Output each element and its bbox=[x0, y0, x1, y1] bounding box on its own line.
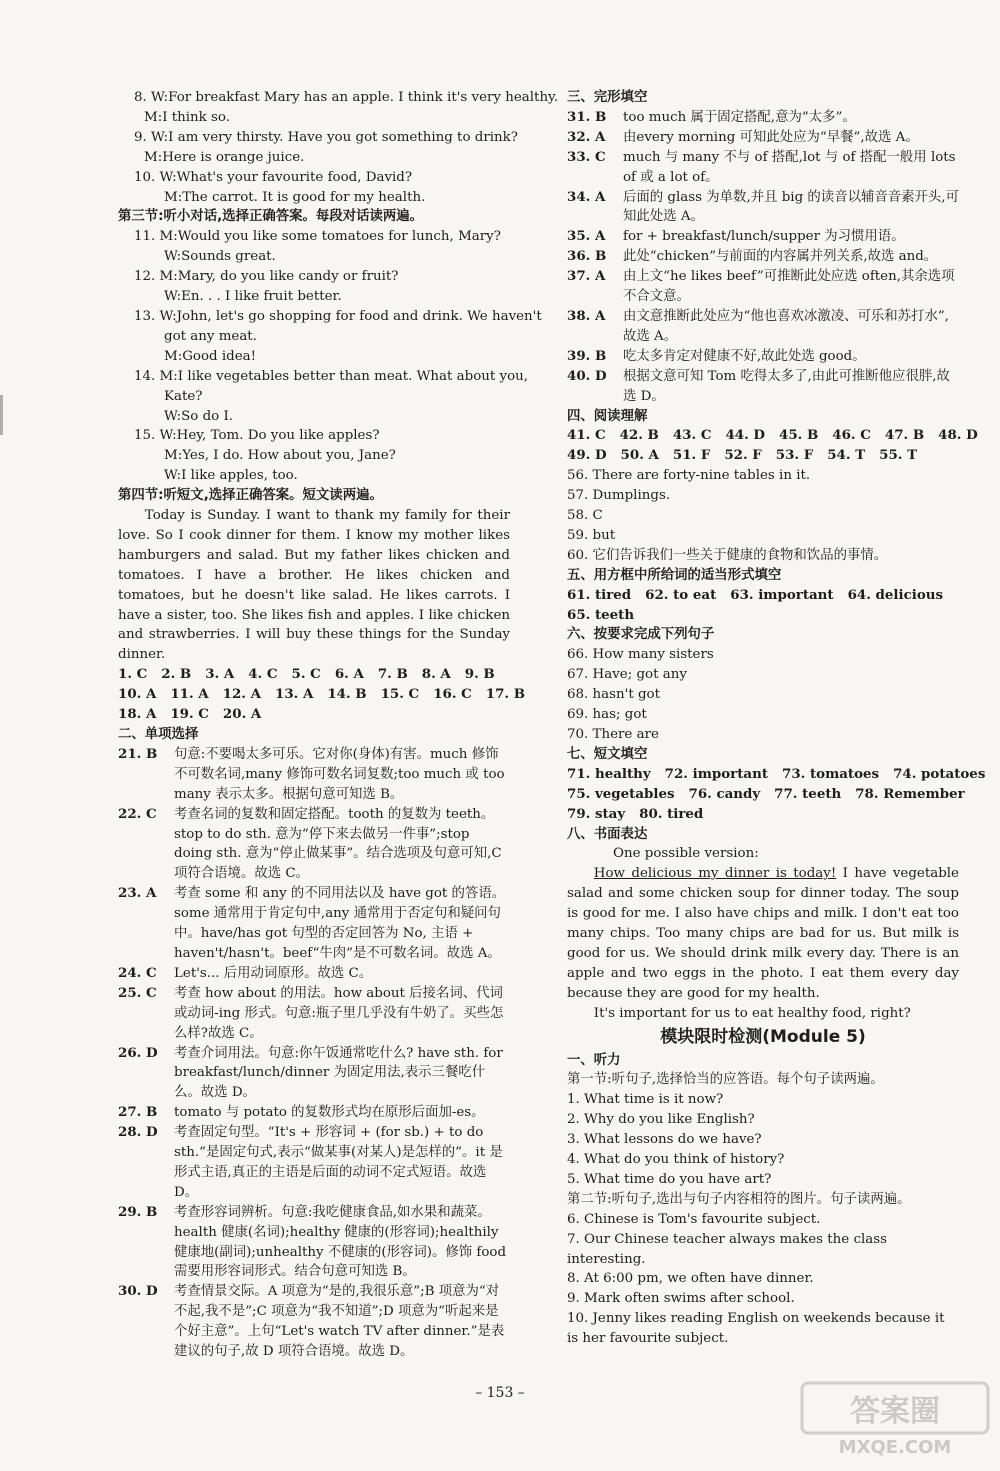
answer-explanation: 由上文“he likes beef”可推断此处应选 often,其余选项不合文意。 bbox=[623, 269, 955, 305]
answer-explanation: 考查固定句型。“It's + 形容词 + (for sb.) + to do sth.”是固定句式,表示“做某事(对某人)是怎样的”。it 是形式主语,真正的主语是后面的动词不定式短语。故选 D。 bbox=[174, 1125, 503, 1200]
answer-number: 38. A bbox=[567, 307, 606, 324]
writing-intro: One possible version: bbox=[613, 846, 759, 862]
answer-line: 68. hasn't got bbox=[567, 687, 660, 703]
answer-item bbox=[118, 1282, 510, 1362]
dialog-line: 13. W:John, let's go shopping for food and drink. We haven't bbox=[134, 308, 542, 324]
answer-item bbox=[118, 884, 510, 964]
right-column bbox=[567, 88, 986, 1349]
listening-answers bbox=[118, 665, 526, 725]
writing-sample bbox=[567, 864, 959, 1003]
answer-item bbox=[118, 1103, 510, 1123]
answer-row: 71. healthy 72. important 73. tomatoes 74. potatoes bbox=[567, 765, 986, 782]
module5-sec1-lines bbox=[567, 1090, 959, 1190]
answer-number: 26. D bbox=[118, 1044, 158, 1061]
listening-sentence: 7. Our Chinese teacher always makes the class interesting. bbox=[567, 1231, 887, 1267]
writing-body: I have vegetable salad and some chicken soup for dinner today. The soup is good for me. I also have chips and milk. I don't eat too many chips. Too many chips are bad for us. But milk is good for us. We should drink milk every day. There is an apple and two eggs in the photo. I eat them every day because they are good for my health. bbox=[567, 866, 959, 1001]
dialog-line: 11. M:Would you like some tomatoes for lunch, Mary? bbox=[134, 229, 501, 245]
listening-sentence: 2. Why do you like English? bbox=[567, 1112, 755, 1128]
listening-sentence: 5. What time do you have art? bbox=[567, 1171, 772, 1187]
answer-number: 37. A bbox=[567, 268, 606, 285]
answer-explanation: 后面的 glass 为单数,并且 big 的读音以辅音音素开头,可知此处选 A。 bbox=[623, 189, 959, 225]
answer-number: 24. C bbox=[118, 964, 157, 981]
answer-line: 59. but bbox=[567, 527, 616, 543]
answer-explanation: Let's... 后用动词原形。故选 C。 bbox=[174, 965, 373, 981]
answer-line: 57. Dumplings. bbox=[567, 488, 671, 504]
answer-number: 23. A bbox=[118, 885, 157, 902]
answer-number: 33. C bbox=[567, 148, 606, 165]
section4-title: 第四节:听短文,选择正确答案。短文读两遍。 bbox=[118, 488, 383, 504]
answer-item bbox=[567, 128, 959, 148]
answer-number: 36. B bbox=[567, 248, 607, 265]
part7-title: 七、短文填空 bbox=[567, 746, 648, 762]
answer-number: 40. D bbox=[567, 367, 607, 384]
answer-explanation: 考查 some 和 any 的不同用法以及 have got 的答语。some 通常用于肯定句中,any 通常用于否定句和疑问句中。have/has got 句型的否定回答为 No, 主语 + haven't/hasn't。beef“牛肉”是不可数名词。故选 A。 bbox=[174, 886, 506, 961]
answer-number: 29. B bbox=[118, 1203, 158, 1220]
svg-text:MXQE.COM: MXQE.COM bbox=[838, 1437, 952, 1458]
answer-number: 21. B bbox=[118, 745, 158, 762]
answer-explanation: 考查情景交际。A 项意为“是的,我很乐意”;B 项意为“对不起,我不是”;C 项意为“我不知道”;D 项意为“听起来是个好主意”。上句“Let's watch TV after dinner.”是表建议的句子,故 D 项符合语境。故选 D。 bbox=[174, 1284, 505, 1360]
answer-row: 18. A 19. C 20. A bbox=[118, 706, 262, 723]
left-column bbox=[118, 88, 559, 1362]
part4-choice-answers bbox=[567, 426, 978, 466]
answer-item bbox=[567, 188, 959, 228]
listening-sentence: 4. What do you think of history? bbox=[567, 1152, 785, 1168]
module5-sec2-lines bbox=[567, 1210, 959, 1349]
answer-number: 31. B bbox=[567, 108, 607, 125]
writing-ending: It's important for us to eat healthy food, right? bbox=[593, 1005, 911, 1021]
answer-item bbox=[118, 1044, 510, 1104]
answer-explanation: 考查 how about 的用法。how about 后接名词、代词或动词-ing 形式。句意:瓶子里几乎没有牛奶了。买些怎么样?故选 C。 bbox=[174, 985, 504, 1041]
listening-dialogs-part3 bbox=[118, 227, 542, 486]
answer-explanation: 句意:不要喝太多可乐。它对你(身体)有害。much 修饰不可数名词,many 修饰可数名词复数;too much 或 too many 表示太多。根据句意可知选 B。 bbox=[174, 746, 505, 802]
listening-sentence: 8. At 6:00 pm, we often have dinner. bbox=[567, 1271, 814, 1287]
answer-number: 32. A bbox=[567, 128, 606, 145]
module5-sec2-title: 第二节:听句子,选出与句子内容相符的图片。句子读两遍。 bbox=[567, 1191, 911, 1207]
dialog-line: M:Yes, I do. How about you, Jane? bbox=[164, 448, 396, 464]
answer-explanation: 此处“chicken”与前面的内容属并列关系,故选 and。 bbox=[623, 249, 938, 265]
answer-line: 60. 它们告诉我们一些关于健康的食物和饮品的事情。 bbox=[567, 547, 888, 563]
answer-line: 70. There are bbox=[567, 727, 659, 742]
answer-row: 65. teeth bbox=[567, 606, 635, 623]
answer-explanation: much 与 many 不与 of 搭配,lot 与 of 搭配一般用 lots of 或 a lot of。 bbox=[623, 149, 956, 185]
section3-title: 第三节:听小对话,选择正确答案。每段对话读两遍。 bbox=[118, 209, 424, 225]
listening-sentence: 6. Chinese is Tom's favourite subject. bbox=[567, 1211, 821, 1227]
answer-explanation: 由文意推断此处应为“他也喜欢冰激凌、可乐和苏打水”,故选 A。 bbox=[623, 308, 949, 344]
section4-passage: Today is Sunday. I want to thank my family for their love. So I cook dinner for them. I know my mother likes hamburgers and salad. But my father likes chicken and tomatoes. I have a brother. He likes chicken and tomatoes, but he doesn't like salad. He likes carrots. I have a sister, too. She likes fish and apples. I like chicken and strawberries. I will buy these things for the Sunday dinner. bbox=[118, 508, 510, 663]
answer-item bbox=[567, 247, 959, 267]
answer-number: 22. C bbox=[118, 805, 157, 822]
part4-open-answers bbox=[567, 466, 959, 566]
answer-item bbox=[118, 964, 510, 984]
answer-explanation: too much 属于固定搭配,意为“太多”。 bbox=[623, 109, 856, 125]
answer-explanation: for + breakfast/lunch/supper 为习惯用语。 bbox=[623, 229, 905, 245]
answer-number: 30. D bbox=[118, 1283, 158, 1300]
answer-explanation: 根据文意可知 Tom 吃得太多了,由此可推断他应很胖,故选 D。 bbox=[623, 368, 950, 404]
dialog-line: 14. M:I like vegetables better than meat. What about you, bbox=[134, 368, 529, 384]
answer-explanation: tomato 与 potato 的复数形式均在原形后面加-es。 bbox=[174, 1105, 485, 1121]
answer-item bbox=[118, 805, 510, 885]
answer-row: 41. C 42. B 43. C 44. D 45. B 46. C 47. B 48. D bbox=[567, 427, 978, 444]
part7-answers bbox=[567, 765, 986, 825]
listening-sentence: 9. Mark often swims after school. bbox=[567, 1291, 795, 1307]
dialog-line: M:Good idea! bbox=[164, 348, 257, 364]
answer-item bbox=[567, 267, 959, 307]
part3-answers bbox=[567, 108, 959, 407]
answer-row: 10. A 11. A 12. A 13. A 14. B 15. C 16. C 17. B bbox=[118, 686, 526, 703]
part2-title: 二、单项选择 bbox=[118, 727, 199, 742]
answer-number: 35. A bbox=[567, 228, 606, 245]
answer-item bbox=[118, 1203, 510, 1283]
answer-row: 1. C 2. B 3. A 4. C 5. C 6. A 7. B 8. A 9. B bbox=[118, 666, 495, 683]
part2-answers bbox=[118, 745, 510, 1362]
page-edge-mark bbox=[0, 395, 3, 435]
answer-line: 69. has; got bbox=[567, 707, 647, 723]
part5-answers bbox=[567, 586, 959, 626]
listening-sentence: 1. What time is it now? bbox=[567, 1092, 724, 1108]
answer-item bbox=[118, 984, 510, 1044]
dialog-line: 8. W:For breakfast Mary has an apple. I think it's very healthy. bbox=[134, 90, 559, 105]
dialog-line: W:So do I. bbox=[164, 408, 234, 424]
answer-explanation: 吃太多肯定对健康不好,故此处选 good。 bbox=[623, 348, 866, 364]
answer-item bbox=[567, 108, 959, 128]
answer-row: 75. vegetables 76. candy 77. teeth 78. Remember bbox=[567, 785, 965, 802]
dialog-line: M:Here is orange juice. bbox=[144, 149, 305, 165]
dialog-line: got any meat. bbox=[164, 328, 257, 344]
dialog-line: 9. W:I am very thirsty. Have you got something to drink? bbox=[134, 129, 518, 145]
answer-row: 49. D 50. A 51. F 52. F 53. F 54. T 55. T bbox=[567, 447, 918, 464]
dialog-line: W:En. . . I like fruit better. bbox=[164, 289, 342, 305]
listening-sentence: 10. Jenny likes reading English on weekends because it is her favourite subject. bbox=[567, 1311, 945, 1347]
svg-text:答案圈: 答案圈 bbox=[850, 1394, 940, 1429]
module5-part1-title: 一、听力 bbox=[567, 1052, 621, 1068]
answer-item bbox=[567, 367, 959, 407]
listening-sentence: 3. What lessons do we have? bbox=[567, 1132, 762, 1148]
part3-title: 三、完形填空 bbox=[567, 90, 648, 105]
answer-explanation: 考查名词的复数和固定搭配。tooth 的复数为 teeth。stop to do sth. 意为“停下来去做另一件事”;stop doing sth. 意为“停止做某事”。结合选项及句意可知,C 项符合语境。故选 C。 bbox=[174, 806, 502, 882]
answer-line: 67. Have; got any bbox=[567, 667, 687, 683]
answer-row: 61. tired 62. to eat 63. important 64. delicious bbox=[567, 586, 944, 603]
answer-item bbox=[567, 347, 959, 367]
answer-line: 66. How many sisters bbox=[567, 647, 714, 663]
answer-explanation: 考查介词用法。句意:你午饭通常吃什么? have sth. for breakfast/lunch/dinner 为固定用法,表示三餐吃什么。故选 D。 bbox=[174, 1045, 503, 1101]
answer-number: 39. B bbox=[567, 347, 607, 364]
part6-answers bbox=[567, 645, 959, 745]
answer-number: 28. D bbox=[118, 1124, 158, 1141]
page-number: – 153 – bbox=[475, 1385, 525, 1401]
dialog-line: W:Sounds great. bbox=[164, 249, 276, 265]
answer-item bbox=[567, 148, 959, 188]
watermark-logo bbox=[800, 1381, 990, 1459]
answer-item bbox=[118, 745, 510, 805]
module-title: 模块限时检测(Module 5) bbox=[660, 1026, 866, 1047]
dialog-line: Kate? bbox=[164, 388, 203, 404]
answer-number: 25. C bbox=[118, 984, 157, 1001]
dialog-line: M:I think so. bbox=[144, 109, 231, 125]
answer-line: 56. There are forty-nine tables in it. bbox=[567, 468, 811, 484]
dialog-line: 10. W:What's your favourite food, David? bbox=[134, 169, 413, 185]
answer-number: 27. B bbox=[118, 1104, 158, 1121]
module5-sec1-title: 第一节:听句子,选择恰当的应答语。每个句子读两遍。 bbox=[567, 1072, 884, 1088]
answer-row: 79. stay 80. tired bbox=[567, 805, 704, 822]
listening-dialogs-part2 bbox=[118, 88, 559, 207]
part8-title: 八、书面表达 bbox=[567, 826, 648, 842]
dialog-line: 15. W:Hey, Tom. Do you like apples? bbox=[134, 428, 380, 444]
writing-title: How delicious my dinner is today! bbox=[593, 866, 837, 882]
answer-number: 34. A bbox=[567, 188, 606, 205]
dialog-line: M:The carrot. It is good for my health. bbox=[164, 189, 426, 205]
answer-item bbox=[567, 227, 959, 247]
answer-item bbox=[118, 1123, 510, 1203]
part6-title: 六、按要求完成下列句子 bbox=[567, 627, 715, 643]
dialog-line: 12. M:Mary, do you like candy or fruit? bbox=[134, 269, 399, 285]
dialog-line: W:I like apples, too. bbox=[164, 468, 298, 484]
part5-title: 五、用方框中所给词的适当形式填空 bbox=[567, 567, 782, 583]
answer-line: 58. C bbox=[567, 508, 603, 524]
part4-title: 四、阅读理解 bbox=[567, 408, 648, 424]
answer-explanation: 由every morning 可知此处应为“早餐”,故选 A。 bbox=[623, 129, 919, 145]
answer-explanation: 考查形容词辨析。句意:我吃健康食品,如水果和蔬菜。health 健康(名词);healthy 健康的(形容词);healthily 健康地(副词);unhealthy 不健康的(形容词)。修饰 food 需要用形容词形式。结合句意可知选 B。 bbox=[174, 1204, 507, 1280]
answer-item bbox=[567, 307, 959, 347]
